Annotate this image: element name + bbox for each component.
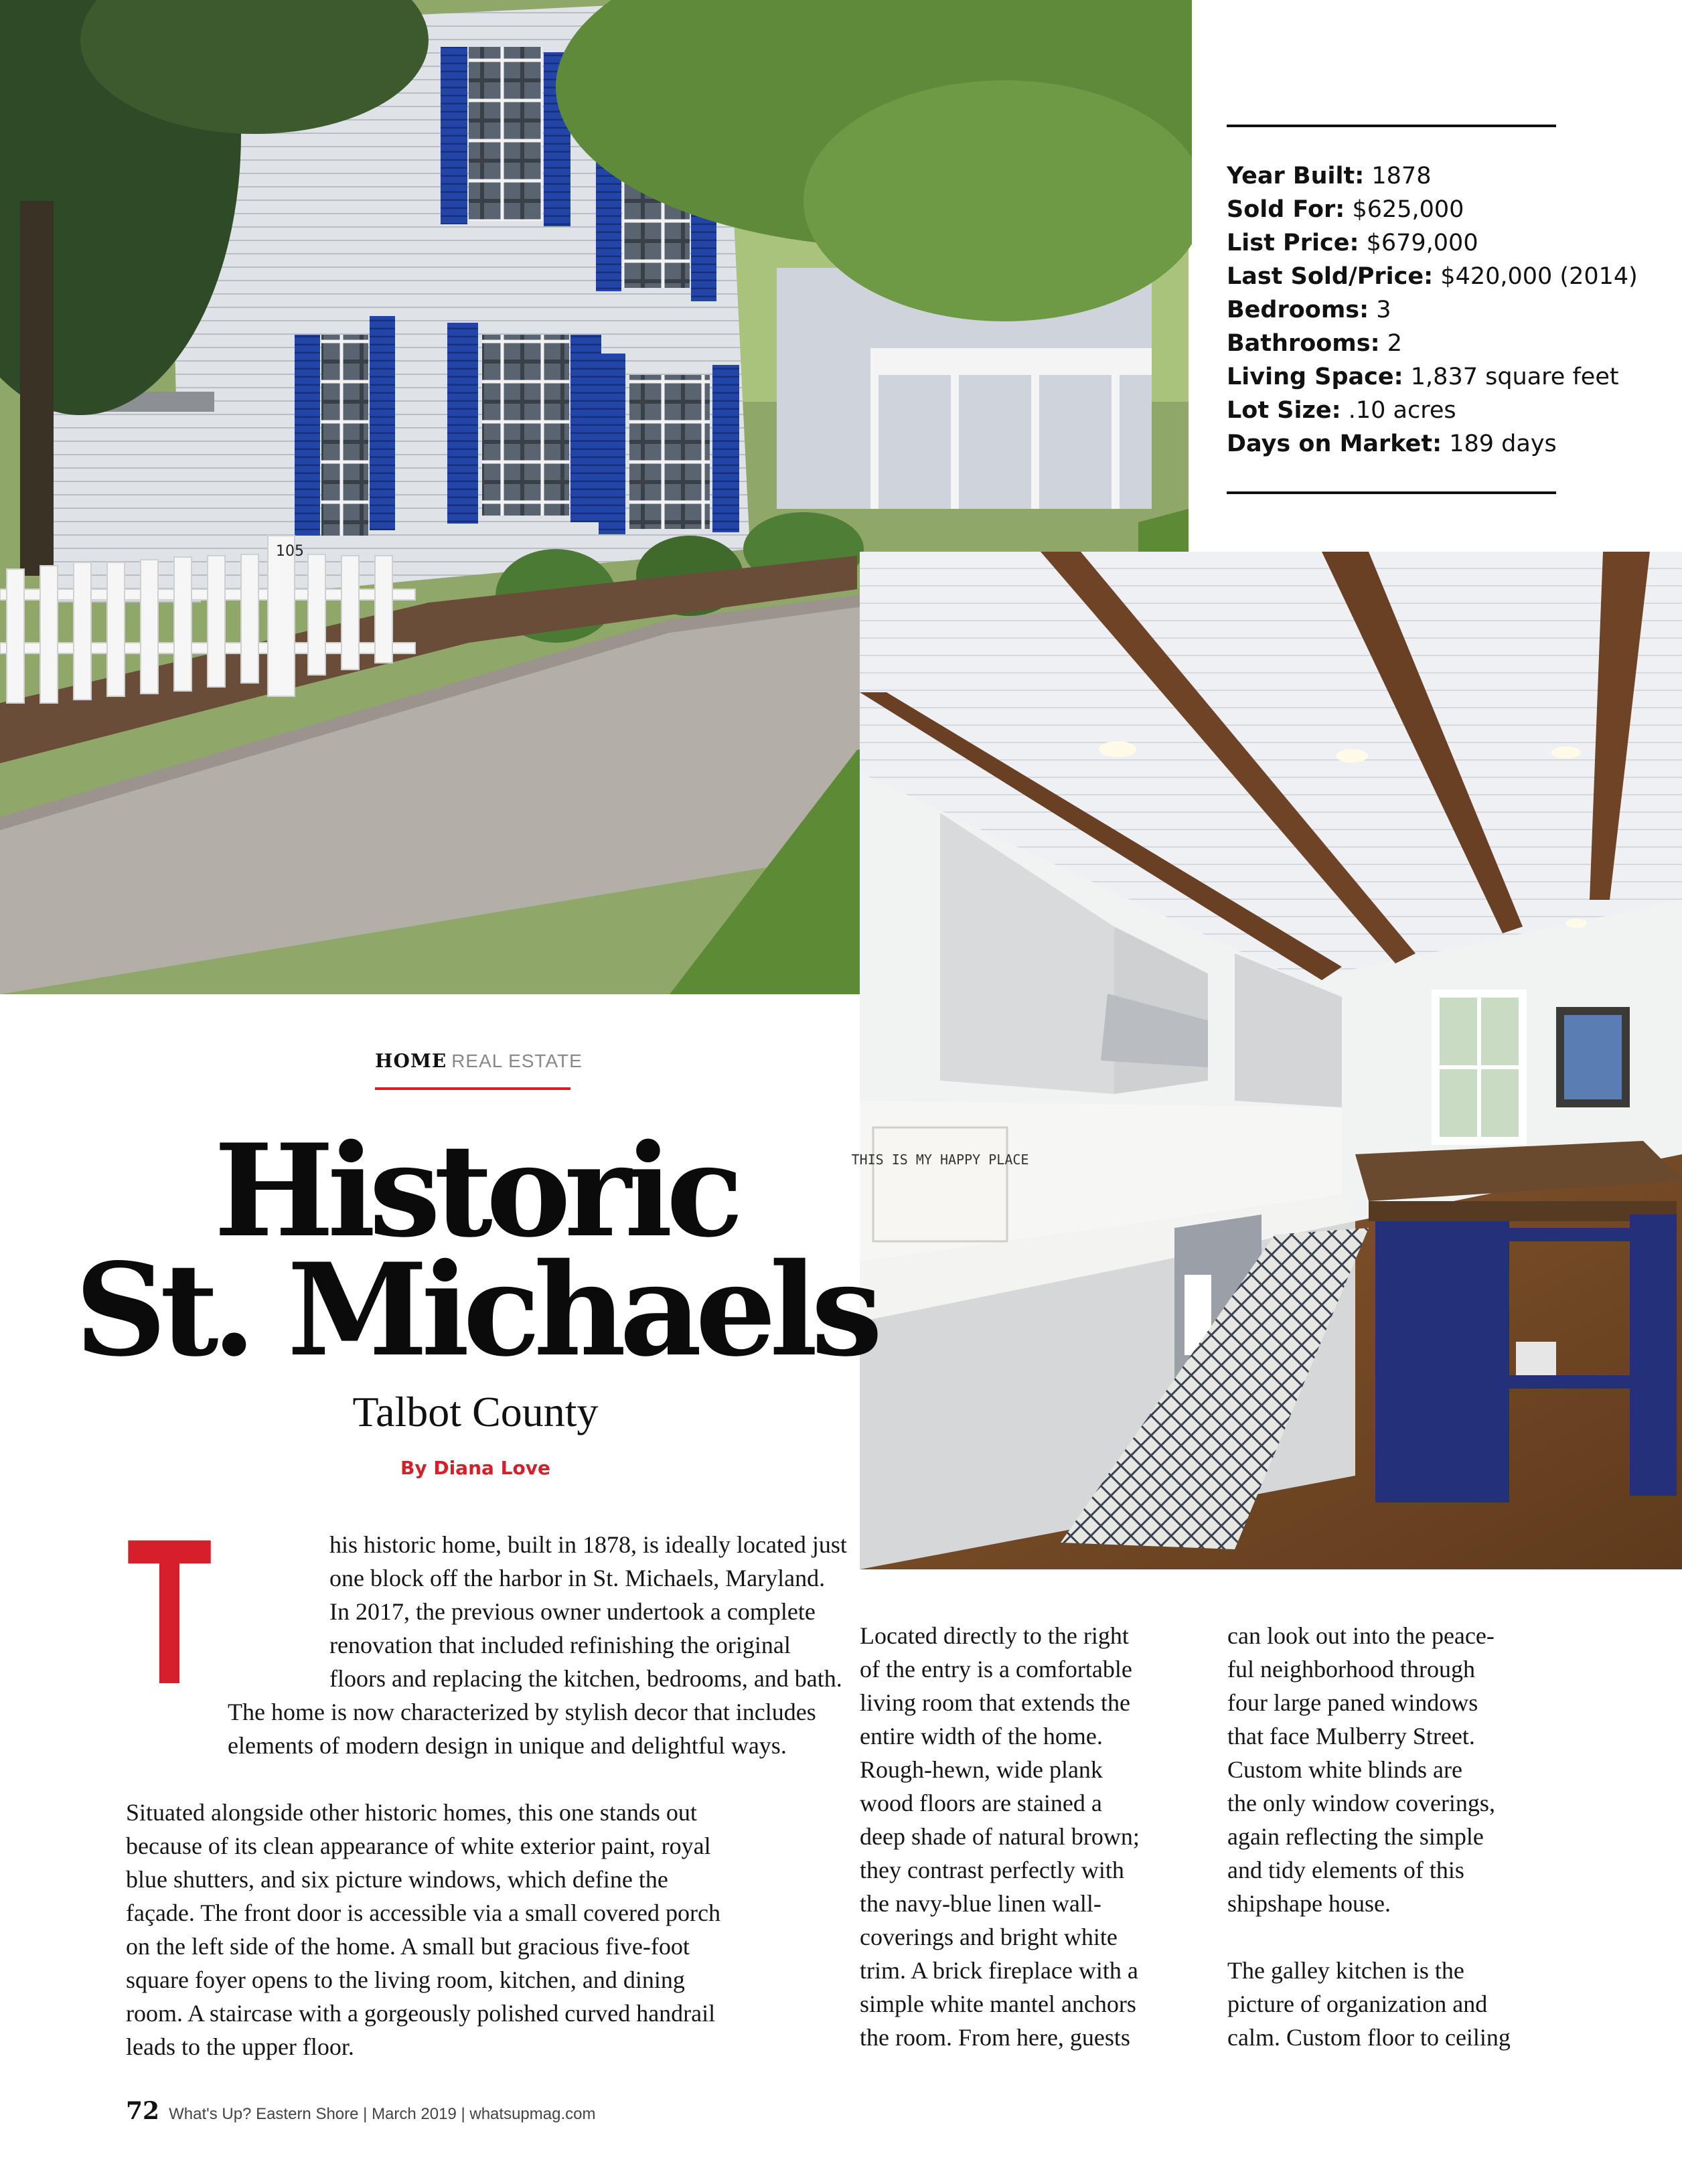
- section-label-home: HOME: [375, 1050, 447, 1072]
- article-title: [0, 1116, 951, 1385]
- fact-sold-for: Sold For: $625,000: [1227, 196, 1464, 223]
- footer-publication-info: What's Up? Eastern Shore | March 2019 | whatsupmag.com: [169, 2105, 596, 2123]
- fact-list-price: List Price: $679,000: [1227, 230, 1478, 256]
- section-label: [375, 1050, 583, 1073]
- facts-top-rule: [1227, 125, 1556, 127]
- section-label-category: REAL ESTATE: [451, 1050, 583, 1071]
- svg-text:T: T: [127, 1495, 212, 1727]
- body-paragraph-kitchen: The galley kitchen is the picture of organization and calm. Custom floor to ceiling: [1227, 1957, 1511, 2051]
- fact-last-sold: Last Sold/Price: $420,000 (2014): [1227, 263, 1638, 290]
- article-subtitle: Talbot County: [352, 1388, 599, 1435]
- fact-bathrooms: Bathrooms: 2: [1227, 330, 1403, 357]
- facts-bottom-rule: [1227, 491, 1556, 494]
- kitchen-photo: [851, 552, 1682, 1569]
- page-footer: [126, 2097, 595, 2125]
- fact-year-built: Year Built: 1878: [1227, 163, 1432, 189]
- fact-bedrooms: Bedrooms: 3: [1227, 297, 1391, 323]
- body-column-1: [126, 1528, 847, 2063]
- section-underline: [375, 1087, 570, 1090]
- body-paragraph-windows: can look out into the peace- ful neighborhood through four large paned windows that face Mulberry Street. Custom white blinds are the only window coverings, again reflecting the simple and tidy elements of this shipshape house.: [1227, 1622, 1495, 1917]
- facts-list: [1227, 159, 1638, 461]
- body-paragraph-living-room: Located directly to the right of the entry is a comfortable living room that extends the entire width of the home. Rough-hewn, wide plank wood floors are stained a deep shade of natural brown; they contrast perfectly with the navy-blue linen wall- coverings and bright white trim. A brick fireplace with a simple white mantel anchors the room. From here, guests: [860, 1622, 1140, 2051]
- title-line-2: St. Michaels: [74, 1235, 876, 1385]
- body-paragraph-intro: his historic home, built in 1878, is ideally located just one block off the harbor in St. Michaels, Maryland. In 2017, the previous owner undertook a complete renovation that included refinishing the original floors and replacing the kitchen, bedrooms, and bath. The home is now characterized by stylish decor that includes elements of modern design in unique and delightful ways.: [228, 1531, 847, 1759]
- body-column-3: [1227, 1619, 1576, 2054]
- title-line-1: Historic: [214, 1116, 737, 1265]
- fact-lot-size: Lot Size: .10 acres: [1227, 397, 1456, 424]
- body-column-2: [860, 1619, 1208, 2054]
- house-number: 105: [276, 543, 304, 560]
- fact-days-on-market: Days on Market: 189 days: [1227, 431, 1557, 457]
- svg-text:THIS IS MY HAPPY PLACE: THIS IS MY HAPPY PLACE: [851, 1152, 1029, 1168]
- property-facts-box: [1192, 0, 1682, 552]
- body-paragraph-exterior: Situated alongside other historic homes, this one stands out because of its clean appearance of white exterior paint, royal blue shutters, and six picture windows, which define the façade. The front door is accessible via a small covered porch on the left side of the home. A small but gracious five-foot square foyer opens to the living room, kitchen, and dining room. A staircase with a gorgeously polished curved handrail leads to the upper floor.: [126, 1799, 720, 2060]
- page-number: 72: [126, 2097, 160, 2125]
- fact-living-space: Living Space: 1,837 square feet: [1227, 364, 1619, 390]
- byline: By Diana Love: [400, 1457, 550, 1479]
